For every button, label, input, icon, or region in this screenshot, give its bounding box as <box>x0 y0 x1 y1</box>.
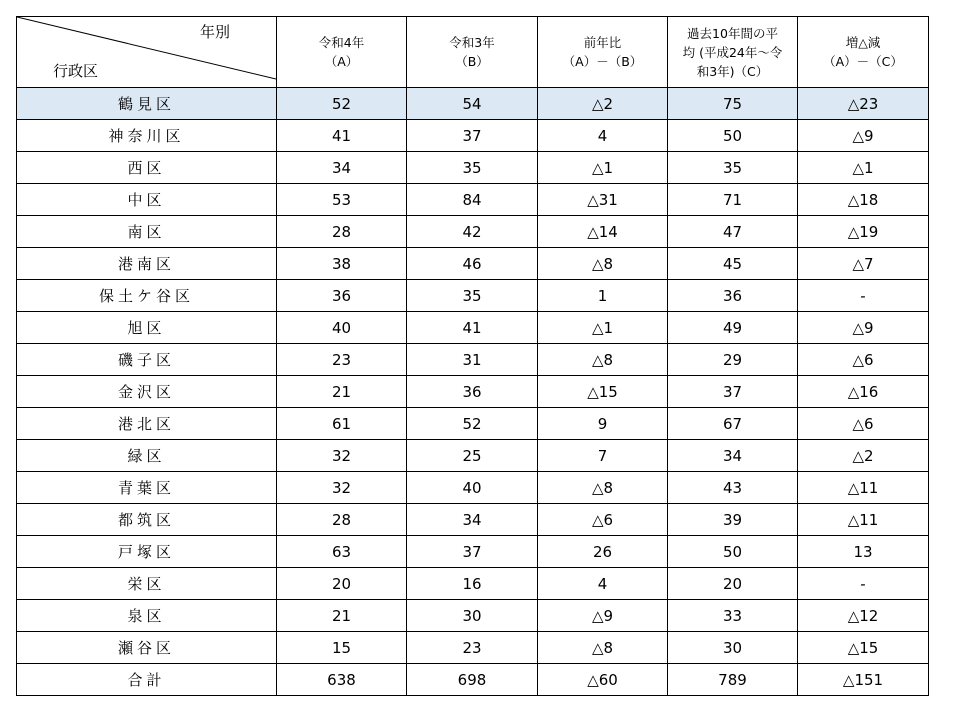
table-row <box>17 504 929 536</box>
r3-value-cell: 84 <box>407 184 538 216</box>
change-vs-average-cell: △9 <box>798 312 929 344</box>
district-name-cell: 旭区 <box>17 312 277 344</box>
ten-year-average-cell: 29 <box>668 344 798 376</box>
r3-value-cell: 46 <box>407 248 538 280</box>
ten-year-average-cell: 75 <box>668 88 798 120</box>
change-vs-average-cell: △7 <box>798 248 929 280</box>
r3-value-cell: 16 <box>407 568 538 600</box>
r3-value-cell: 52 <box>407 408 538 440</box>
ten-year-average-cell: 33 <box>668 600 798 632</box>
ten-year-average-cell: 789 <box>668 664 798 696</box>
change-vs-average-cell: △151 <box>798 664 929 696</box>
r3-value-cell: 25 <box>407 440 538 472</box>
change-vs-average-cell: △11 <box>798 472 929 504</box>
r4-value-cell: 15 <box>277 632 407 664</box>
r3-value-cell: 34 <box>407 504 538 536</box>
district-name-cell: 金沢区 <box>17 376 277 408</box>
r3-value-cell: 36 <box>407 376 538 408</box>
yoy-change-cell: △8 <box>538 632 668 664</box>
table-row <box>17 152 929 184</box>
r4-value-cell: 28 <box>277 504 407 536</box>
district-name-cell: 西区 <box>17 152 277 184</box>
change-vs-average-cell: △2 <box>798 440 929 472</box>
change-vs-average-cell: △23 <box>798 88 929 120</box>
change-vs-average-cell: △15 <box>798 632 929 664</box>
change-vs-average-cell: - <box>798 280 929 312</box>
r4-value-cell: 20 <box>277 568 407 600</box>
yoy-change-cell: 4 <box>538 120 668 152</box>
ten-year-average-cell: 47 <box>668 216 798 248</box>
ten-year-average-cell: 49 <box>668 312 798 344</box>
column-header-line: 令和3年 <box>449 35 495 50</box>
yoy-change-cell: △1 <box>538 312 668 344</box>
r4-value-cell: 32 <box>277 472 407 504</box>
r4-value-cell: 52 <box>277 88 407 120</box>
column-header-line: （A） <box>324 54 359 69</box>
r4-value-cell: 28 <box>277 216 407 248</box>
ten-year-average-cell: 35 <box>668 152 798 184</box>
table-row <box>17 536 929 568</box>
column-header-line: 過去10年間の平 <box>687 25 778 41</box>
table-row <box>17 280 929 312</box>
district-name-cell: 中区 <box>17 184 277 216</box>
district-name-cell: 神奈川区 <box>17 120 277 152</box>
column-header-line: 令和4年 <box>318 35 365 50</box>
r3-value-cell: 23 <box>407 632 538 664</box>
district-name-cell: 緑区 <box>17 440 277 472</box>
ten-year-average-cell: 34 <box>668 440 798 472</box>
column-header-r4 <box>277 17 407 88</box>
column-header-r3 <box>407 17 538 88</box>
r4-value-cell: 21 <box>277 600 407 632</box>
district-name-cell: 合計 <box>17 664 277 696</box>
district-name-cell: 港北区 <box>17 408 277 440</box>
table-row <box>17 632 929 664</box>
district-name-cell: 瀬谷区 <box>17 632 277 664</box>
column-header-line: 増△減 <box>845 35 881 50</box>
r4-value-cell: 41 <box>277 120 407 152</box>
table-header <box>17 17 929 88</box>
ten-year-average-cell: 37 <box>668 376 798 408</box>
r4-value-cell: 53 <box>277 184 407 216</box>
r4-value-cell: 638 <box>277 664 407 696</box>
change-vs-average-cell: △6 <box>798 408 929 440</box>
ten-year-average-cell: 67 <box>668 408 798 440</box>
table-body <box>17 88 929 696</box>
ten-year-average-cell: 20 <box>668 568 798 600</box>
column-header-change-vs-average <box>798 17 929 88</box>
ten-year-average-cell: 50 <box>668 536 798 568</box>
column-header-10yr-average <box>668 17 798 88</box>
ten-year-average-cell: 45 <box>668 248 798 280</box>
r3-value-cell: 54 <box>407 88 538 120</box>
r4-value-cell: 23 <box>277 344 407 376</box>
yoy-change-cell: △8 <box>538 344 668 376</box>
yoy-change-cell: △1 <box>538 152 668 184</box>
table-row <box>17 440 929 472</box>
table-row <box>17 312 929 344</box>
ten-year-average-cell: 50 <box>668 120 798 152</box>
table-row <box>17 408 929 440</box>
table-row <box>17 472 929 504</box>
yoy-change-cell: 1 <box>538 280 668 312</box>
yoy-change-cell: △15 <box>538 376 668 408</box>
table-row <box>17 184 929 216</box>
change-vs-average-cell: △18 <box>798 184 929 216</box>
year-axis-label: 年別 <box>199 23 230 41</box>
change-vs-average-cell: △19 <box>798 216 929 248</box>
yoy-change-cell: △31 <box>538 184 668 216</box>
change-vs-average-cell: 13 <box>798 536 929 568</box>
change-vs-average-cell: △11 <box>798 504 929 536</box>
r3-value-cell: 31 <box>407 344 538 376</box>
district-name-cell: 磯子区 <box>17 344 277 376</box>
change-vs-average-cell: △12 <box>798 600 929 632</box>
change-vs-average-cell: △16 <box>798 376 929 408</box>
r3-value-cell: 35 <box>407 152 538 184</box>
district-axis-label: 行政区 <box>53 62 99 80</box>
change-vs-average-cell: - <box>798 568 929 600</box>
ten-year-average-cell: 39 <box>668 504 798 536</box>
yoy-change-cell: △60 <box>538 664 668 696</box>
yoy-change-cell: 9 <box>538 408 668 440</box>
ten-year-average-cell: 30 <box>668 632 798 664</box>
header-row <box>17 17 929 88</box>
change-vs-average-cell: △1 <box>798 152 929 184</box>
table-row <box>17 120 929 152</box>
ten-year-average-cell: 71 <box>668 184 798 216</box>
column-header-line: （A）－（C） <box>823 54 903 69</box>
yoy-change-cell: 4 <box>538 568 668 600</box>
district-name-cell: 港南区 <box>17 248 277 280</box>
r3-value-cell: 37 <box>407 536 538 568</box>
r4-value-cell: 38 <box>277 248 407 280</box>
table-row <box>17 216 929 248</box>
district-name-cell: 保土ケ谷区 <box>17 280 277 312</box>
column-header-line: 和3年)（C） <box>696 63 769 79</box>
table-row <box>17 88 929 120</box>
district-name-cell: 南区 <box>17 216 277 248</box>
district-name-cell: 栄区 <box>17 568 277 600</box>
r4-value-cell: 36 <box>277 280 407 312</box>
r4-value-cell: 40 <box>277 312 407 344</box>
r4-value-cell: 32 <box>277 440 407 472</box>
district-name-cell: 鶴見区 <box>17 88 277 120</box>
yoy-change-cell: 7 <box>538 440 668 472</box>
r3-value-cell: 30 <box>407 600 538 632</box>
yoy-change-cell: △8 <box>538 248 668 280</box>
district-name-cell: 戸塚区 <box>17 536 277 568</box>
table-row <box>17 248 929 280</box>
column-header-line: 均 (平成24年～令 <box>682 44 783 60</box>
district-statistics-table <box>16 16 929 696</box>
r3-value-cell: 35 <box>407 280 538 312</box>
district-name-cell: 泉区 <box>17 600 277 632</box>
r4-value-cell: 61 <box>277 408 407 440</box>
district-name-cell: 都筑区 <box>17 504 277 536</box>
r3-value-cell: 41 <box>407 312 538 344</box>
change-vs-average-cell: △9 <box>798 120 929 152</box>
column-header-yoy <box>538 17 668 88</box>
yoy-change-cell: △9 <box>538 600 668 632</box>
r4-value-cell: 34 <box>277 152 407 184</box>
corner-header-cell <box>17 17 277 88</box>
ten-year-average-cell: 43 <box>668 472 798 504</box>
table-row <box>17 376 929 408</box>
r4-value-cell: 63 <box>277 536 407 568</box>
r3-value-cell: 37 <box>407 120 538 152</box>
column-header-line: （B） <box>455 54 489 69</box>
yoy-change-cell: 26 <box>538 536 668 568</box>
column-header-line: （A）－（B） <box>562 54 643 69</box>
change-vs-average-cell: △6 <box>798 344 929 376</box>
table-row <box>17 600 929 632</box>
yoy-change-cell: △14 <box>538 216 668 248</box>
table-row <box>17 344 929 376</box>
ten-year-average-cell: 36 <box>668 280 798 312</box>
table-row <box>17 568 929 600</box>
r3-value-cell: 698 <box>407 664 538 696</box>
yoy-change-cell: △8 <box>538 472 668 504</box>
district-name-cell: 青葉区 <box>17 472 277 504</box>
yoy-change-cell: △6 <box>538 504 668 536</box>
yoy-change-cell: △2 <box>538 88 668 120</box>
total-row <box>17 664 929 696</box>
r4-value-cell: 21 <box>277 376 407 408</box>
r3-value-cell: 40 <box>407 472 538 504</box>
r3-value-cell: 42 <box>407 216 538 248</box>
column-header-line: 前年比 <box>583 35 622 50</box>
